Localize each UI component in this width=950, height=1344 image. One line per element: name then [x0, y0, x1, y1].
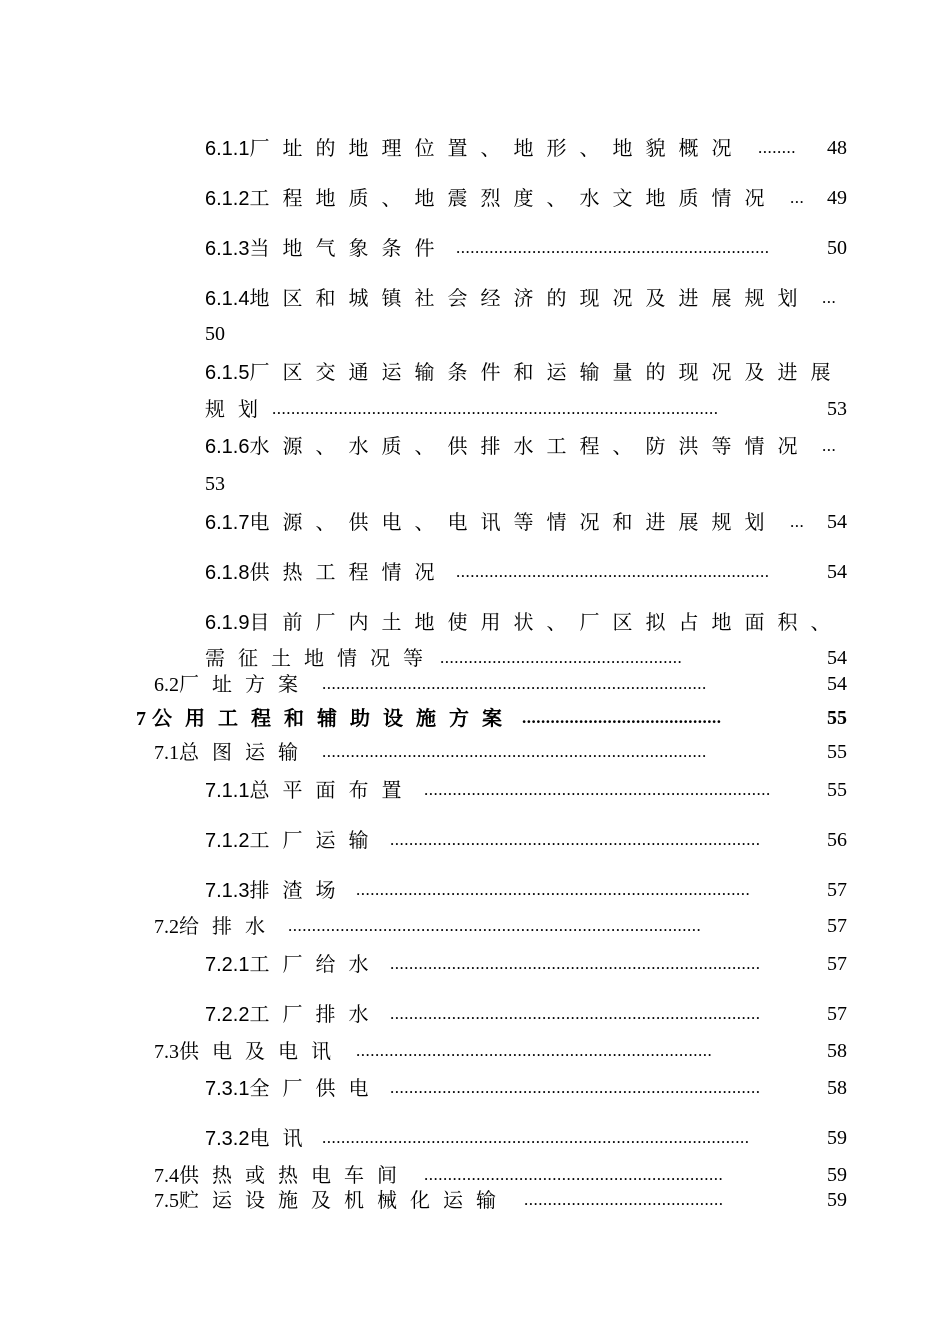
toc-leader-dots: .............................................................................. — [390, 830, 761, 849]
toc-entry-title: 给排水 — [179, 914, 278, 938]
toc-entry-number: 7.2.2 — [205, 1004, 250, 1026]
toc-entry-number: 7.5 — [154, 1190, 179, 1212]
toc-page-number: 55 — [827, 779, 847, 801]
toc-entry-number: 7.1.1 — [205, 780, 250, 802]
toc-entry-7-1-2[interactable] — [0, 826, 950, 854]
toc-entry-title: 地区和城镇社会经济的现况及进展规划 — [249, 286, 811, 310]
toc-page-number: 57 — [827, 915, 847, 937]
toc-page-number: 54 — [827, 561, 847, 583]
toc-entry-number: 7.3.1 — [205, 1078, 250, 1100]
toc-entry-number: 7.2 — [154, 916, 179, 938]
toc-entry-title: 供电及电讯 — [179, 1039, 344, 1063]
toc-entry-title: 总图运输 — [179, 740, 311, 764]
toc-leader-dots: .............................................................................................. — [272, 399, 719, 418]
toc-entry-title: 公用工程和辅助设施方案 — [152, 706, 515, 730]
toc-entry-number: 7.1 — [154, 742, 179, 764]
toc-entry-6-2[interactable] — [0, 670, 950, 698]
toc-entry-number: 7.3 — [154, 1041, 179, 1063]
toc-entry-title: 水源、水质、供排水工程、防洪等情况 — [249, 434, 811, 458]
toc-page-number: 55 — [827, 707, 847, 729]
toc-entry-number: 7.3.2 — [205, 1128, 250, 1150]
toc-page-number: 54 — [827, 511, 847, 533]
toc-leader-dots: .............................................................................. — [390, 954, 761, 973]
toc-leader-dots: ................................................................................. — [322, 742, 707, 761]
toc-entry-number: 6.1.6 — [205, 436, 250, 458]
toc-page-number: 57 — [827, 1003, 847, 1025]
toc-leader-dots: ........ — [758, 138, 796, 157]
toc-entry-number: 7.1.3 — [205, 880, 250, 902]
toc-entry-title: 供热工程情况 — [249, 560, 448, 584]
toc-entry-6-1-2[interactable] — [0, 184, 950, 212]
toc-entry-title: 厂址方案 — [179, 672, 311, 696]
toc-entry-7-3-2[interactable] — [0, 1124, 950, 1152]
toc-leader-dots: ........................................................................... — [356, 1041, 713, 1060]
toc-entry-number: 6.1.4 — [205, 288, 250, 310]
toc-page-number: 48 — [827, 137, 847, 159]
toc-leader-dots: ............................................................... — [424, 1165, 724, 1184]
toc-entry-number: 7.1.2 — [205, 830, 250, 852]
toc-leader-dots: .......................................... — [522, 708, 722, 727]
toc-entry-7-2-1[interactable] — [0, 950, 950, 978]
toc-page-number: 54 — [827, 647, 847, 669]
toc-page-number: 55 — [827, 741, 847, 763]
toc-entry-title: 总平面布置 — [249, 778, 415, 802]
toc-leader-dots: ... — [790, 512, 805, 531]
toc-entry-6-1-5-cont[interactable] — [0, 395, 950, 423]
toc-entry-title: 贮运设施及机械化运输 — [179, 1188, 509, 1212]
toc-entry-title: 供热或热电车间 — [179, 1163, 410, 1187]
toc-entry-title: 排渣场 — [249, 878, 349, 902]
toc-page-number: 58 — [827, 1040, 847, 1062]
toc-leader-dots: ... — [790, 188, 805, 207]
toc-page-number: 56 — [827, 829, 847, 851]
toc-page-number: 53 — [827, 398, 847, 420]
toc-entry-6-1-5[interactable] — [0, 358, 950, 386]
toc-entry-6-1-9-cont[interactable] — [0, 644, 950, 672]
toc-entry-title: 目前厂内土地使用状、厂区拟占地面积、 — [249, 610, 844, 634]
toc-leader-dots: ....................................................................................... — [288, 916, 702, 935]
toc-entry-title: 当地气象条件 — [249, 236, 448, 260]
toc-page-number: 50 — [827, 237, 847, 259]
toc-entry-number: 7.4 — [154, 1165, 179, 1187]
toc-page-number: 49 — [827, 187, 847, 209]
toc-entry-7-1-1[interactable] — [0, 776, 950, 804]
toc-entry-number: 6.1.9 — [205, 612, 250, 634]
toc-entry-number: 7 — [136, 708, 146, 730]
toc-leader-dots: ................................................................................... — [356, 880, 751, 899]
toc-entry-number: 6.1.8 — [205, 562, 250, 584]
toc-entry-title-cont: 规划 — [205, 397, 271, 421]
toc-leader-dots: ... — [822, 436, 837, 455]
toc-page-number: 54 — [827, 673, 847, 695]
toc-leader-dots: ......................................................................... — [424, 780, 771, 799]
toc-leader-dots: .................................................................. — [456, 238, 770, 257]
toc-page-number: 50 — [205, 323, 225, 345]
toc-page-number: 57 — [827, 953, 847, 975]
toc-entry-6-1-9[interactable] — [0, 608, 950, 636]
toc-entry-7-5[interactable] — [0, 1186, 950, 1214]
toc-page-number: 57 — [827, 879, 847, 901]
toc-leader-dots: ................................................................................. — [322, 674, 707, 693]
toc-leader-dots: ... — [822, 288, 837, 307]
toc-entry-7-2-2[interactable] — [0, 1000, 950, 1028]
toc-page-number: 58 — [827, 1077, 847, 1099]
toc-entry-7-4[interactable] — [0, 1161, 950, 1189]
toc-entry-6-1-8[interactable] — [0, 558, 950, 586]
toc-leader-dots: ................................................... — [440, 648, 683, 667]
toc-page-number: 59 — [827, 1189, 847, 1211]
toc-entry-title: 工厂运输 — [249, 828, 382, 852]
toc-entry-6-1-7[interactable] — [0, 508, 950, 536]
toc-entry-number: 6.1.3 — [205, 238, 250, 260]
toc-leader-dots: .................................................................. — [456, 562, 770, 581]
toc-leader-dots: .............................................................................. — [390, 1004, 761, 1023]
toc-leader-dots: .......................................... — [524, 1190, 724, 1209]
toc-entry-7-3-1[interactable] — [0, 1074, 950, 1102]
toc-leader-dots: .......................................................................................... — [322, 1128, 750, 1147]
toc-entry-title: 电源、供电、电讯等情况和进展规划 — [249, 510, 778, 534]
toc-entry-title: 工厂排水 — [249, 1002, 382, 1026]
toc-entry-6-1-3[interactable] — [0, 234, 950, 262]
toc-leader-dots: .............................................................................. — [390, 1078, 761, 1097]
toc-entry-7-2[interactable] — [0, 912, 950, 940]
toc-entry-number: 6.1.1 — [205, 138, 250, 160]
toc-entry-7-1[interactable] — [0, 738, 950, 766]
toc-entry-number: 6.2 — [154, 674, 179, 696]
toc-entry-7-3[interactable] — [0, 1037, 950, 1065]
toc-entry-title: 工厂给水 — [249, 952, 382, 976]
toc-entry-title-cont: 需征土地情况等 — [205, 646, 436, 670]
toc-entry-7[interactable] — [0, 704, 950, 732]
toc-entry-title: 厂址的地理位置、地形、地貌概况 — [249, 136, 745, 160]
toc-page-number: 53 — [205, 473, 225, 495]
toc-entry-title: 全厂供电 — [249, 1076, 382, 1100]
toc-entry-6-1-1[interactable] — [0, 134, 950, 162]
toc-entry-title: 工程地质、地震烈度、水文地质情况 — [249, 186, 778, 210]
toc-entry-6-1-6[interactable] — [0, 432, 950, 460]
toc-entry-number: 7.2.1 — [205, 954, 250, 976]
toc-entry-number: 6.1.2 — [205, 188, 250, 210]
toc-entry-number: 6.1.5 — [205, 362, 250, 384]
toc-page-number: 59 — [827, 1127, 847, 1149]
toc-entry-number: 6.1.7 — [205, 512, 250, 534]
toc-entry-title: 电讯 — [249, 1126, 316, 1150]
toc-entry-6-1-4[interactable] — [0, 284, 950, 312]
toc-page-number: 59 — [827, 1164, 847, 1186]
toc-entry-title: 厂区交通运输条件和运输量的现况及进展 — [249, 360, 844, 384]
toc-entry-7-1-3[interactable] — [0, 876, 950, 904]
